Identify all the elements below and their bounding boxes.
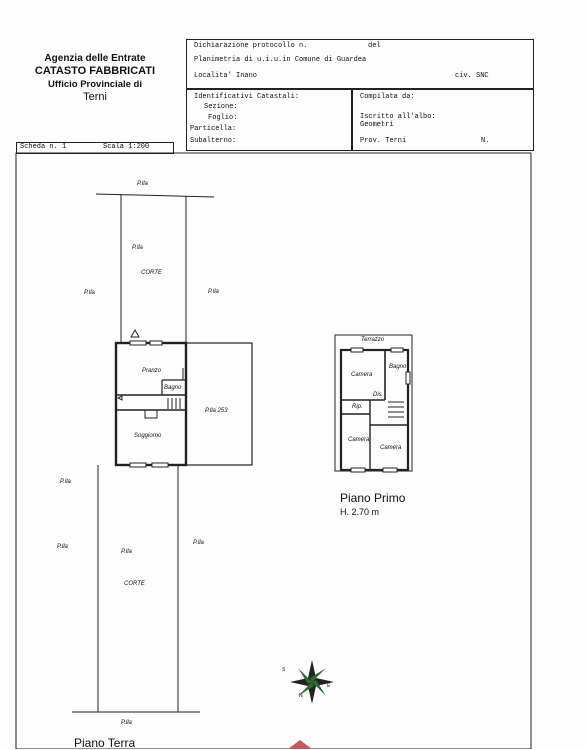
prov-label: Prov. Terni xyxy=(360,137,407,145)
geometri-label: Geometri xyxy=(360,121,394,129)
drawing-frame xyxy=(16,153,531,749)
piano-primo-height: H. 2.70 m xyxy=(340,507,380,517)
scala-label: Scala 1:200 xyxy=(103,143,150,151)
plla-bottom: P.lla xyxy=(121,720,132,726)
compass-e: E xyxy=(327,683,331,689)
corte-bottom: CORTE xyxy=(124,581,145,587)
room-soggiorno: Soggiorno xyxy=(134,433,162,439)
room-dis: Dis xyxy=(373,392,382,398)
room-bagno: Bagno xyxy=(164,385,182,391)
subalterno-label: Subalterno: xyxy=(190,137,237,145)
civ-label: civ. SNC xyxy=(455,72,489,80)
agency-name: Agenzia delle Entrate xyxy=(44,53,146,64)
piano-primo-title: Piano Primo xyxy=(340,491,406,505)
localita-label: Localita' Inano xyxy=(194,72,258,80)
first-floor-outline xyxy=(335,335,412,472)
plla-in-bottom: P.lla xyxy=(121,549,132,555)
foglio-label: Foglio: xyxy=(208,114,238,122)
office-name: Ufficio Provinciale di xyxy=(48,79,142,90)
corte-top: CORTE xyxy=(141,270,162,276)
compass-s: S xyxy=(282,667,286,673)
plla-right-2: P.lla xyxy=(193,540,204,546)
compilata-label: Compilata da: xyxy=(360,93,415,101)
plla-left: P.lla xyxy=(84,290,95,296)
office-city: Terni xyxy=(83,91,107,103)
planimetria-label: Planimetria di u.i.u.in Comune di Guardea xyxy=(194,56,367,64)
compass-n: N xyxy=(299,693,303,699)
plla-left-2: P.lla xyxy=(60,479,71,485)
room-camera-3: Camera xyxy=(380,445,402,451)
room-terrazzo: Terrazzo xyxy=(361,337,385,343)
dichiarazione-label: Dichiarazione protocollo n. xyxy=(194,42,308,50)
room-camera-1: Camera xyxy=(351,372,373,378)
catasto-title: CATASTO FABBRICATI xyxy=(34,65,156,77)
identificativi-label: Identificativi Catastali: xyxy=(194,93,300,101)
plla-253: P.lla 253 xyxy=(205,408,228,414)
plla-top: P.lla xyxy=(137,181,148,187)
sezione-label: Sezione: xyxy=(204,103,238,111)
plla-right: P.lla xyxy=(208,289,219,295)
room-bagno-1f: Bagno xyxy=(389,364,407,370)
plla-left-3: P.lla xyxy=(57,544,68,550)
n-label: N. xyxy=(481,137,490,145)
del-label: del xyxy=(368,42,381,50)
scheda-label: Scheda n. 1 xyxy=(20,143,67,151)
room-camera-2: Camera xyxy=(348,437,370,443)
iscritto-label: Iscritto all'albo: xyxy=(360,113,436,121)
piano-terra-title: Piano Terra xyxy=(74,736,136,750)
room-pranzo: Pranzo xyxy=(142,368,162,374)
compass-rose xyxy=(290,660,334,704)
plla-in-top: P.lla xyxy=(132,245,143,251)
room-rip: Rip. xyxy=(352,404,363,410)
ground-floor-outline xyxy=(72,194,252,712)
red-stamp-corner xyxy=(288,740,312,749)
particella-label: Particella: xyxy=(190,125,237,133)
